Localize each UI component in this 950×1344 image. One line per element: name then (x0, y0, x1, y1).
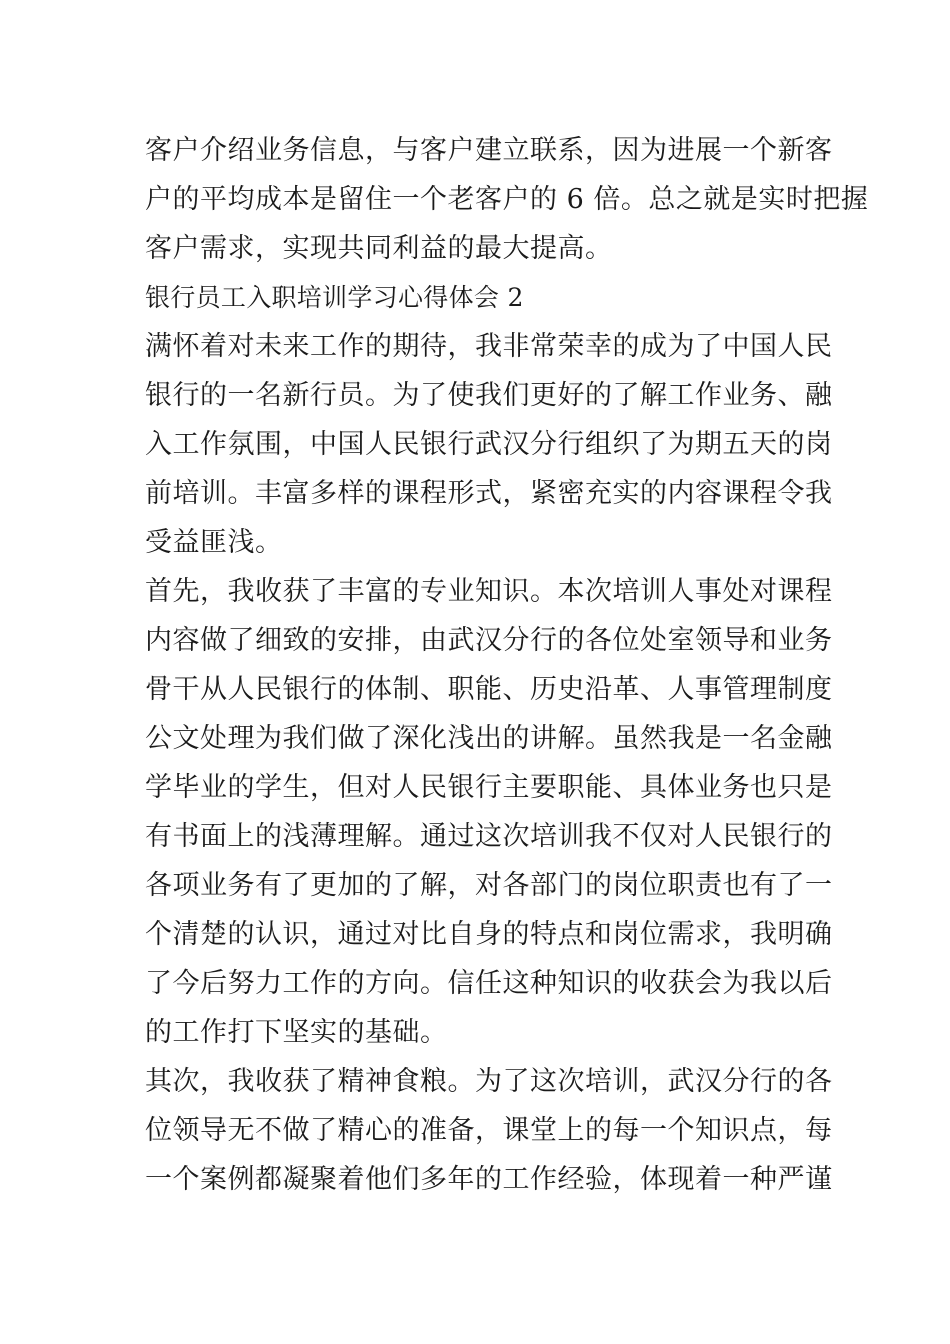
text-line: 有书面上的浅薄理解。通过这次培训我不仅对人民银行的 (145, 821, 833, 852)
text-line: 银行的一名新行员。为了使我们更好的了解工作业务、融 (145, 380, 833, 411)
text-line: 客户需求，实现共同利益的最大提高。 (145, 233, 613, 264)
text-line: 公文处理为我们做了深化浅出的讲解。虽然我是一名金融 (145, 723, 833, 754)
paragraph-continuation (145, 126, 869, 273)
text-line: 受益匪浅。 (145, 527, 283, 558)
text-line: 了今后努力工作的方向。信任这种知识的收获会为我以后 (145, 968, 833, 999)
text-line: 其次，我收获了精神食粮。为了这次培训，武汉分行的各 (145, 1066, 833, 1097)
text-line: 骨干从人民银行的体制、职能、历史沿革、人事管理制度 (145, 674, 833, 705)
text-line: 学毕业的学生，但对人民银行主要职能、具体业务也只是 (145, 772, 833, 803)
text-line: 前培训。丰富多样的课程形式，紧密充实的内容课程令我 (145, 478, 833, 509)
text-line: 各项业务有了更加的了解，对各部门的岗位职责也有了一 (145, 870, 833, 901)
text-line: 入工作氛围，中国人民银行武汉分行组织了为期五天的岗 (145, 429, 833, 460)
text-line: 位领导无不做了精心的准备，课堂上的每一个知识点，每 (145, 1115, 833, 1146)
paragraph-intro (145, 322, 833, 567)
section-heading (145, 273, 807, 322)
text-line: 客户介绍业务信息，与客户建立联系，因为进展一个新客 (145, 135, 833, 166)
text-line: 的工作打下坚实的基础。 (145, 1017, 448, 1048)
paragraph-second (145, 1057, 833, 1204)
paragraph-first (145, 567, 833, 1057)
text-line: 满怀着对未来工作的期待，我非常荣幸的成为了中国人民 (145, 331, 833, 362)
text-line: 个清楚的认识，通过对比自身的特点和岗位需求，我明确 (145, 919, 833, 950)
document-body (145, 126, 869, 1204)
text-line: 内容做了细致的安排，由武汉分行的各位处室领导和业务 (145, 625, 833, 656)
heading-text: 银行员工入职培训学习心得体会 2 (145, 283, 524, 312)
text-line: 一个案例都凝聚着他们多年的工作经验，体现着一种严谨 (145, 1164, 833, 1195)
text-line: 首先，我收获了丰富的专业知识。本次培训人事处对课程 (145, 576, 833, 607)
text-line: 户的平均成本是留住一个老客户的 6 倍。总之就是实时把握 (145, 184, 869, 215)
